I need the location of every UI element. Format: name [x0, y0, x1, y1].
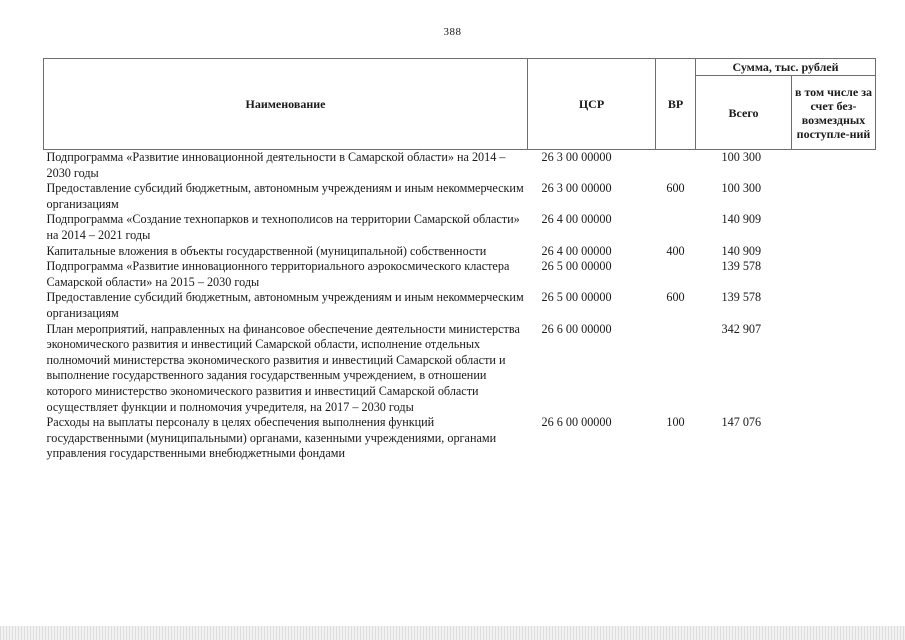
- row-including: [792, 244, 876, 260]
- table-row: [44, 415, 876, 462]
- row-vr: 600: [666, 290, 685, 305]
- table-row: [44, 322, 876, 416]
- row-including: [792, 290, 876, 321]
- row-vr: 600: [666, 181, 685, 196]
- row-including: [792, 415, 876, 462]
- page-number: 388: [443, 26, 462, 38]
- row-csr: 26 4 00 00000: [541, 243, 612, 258]
- row-total: 140 909: [721, 243, 762, 258]
- row-name: Подпрограмма «Развитие инновационной деятельности в Самарской области» на 2014 – 2030 годы: [46, 150, 506, 180]
- row-including: [792, 181, 876, 212]
- row-csr: 26 5 00 00000: [541, 259, 612, 274]
- row-name: Предоставление субсидий бюджетным, автономным учреждениям и иным некоммерческим организациям: [46, 181, 524, 211]
- table-row: [44, 244, 876, 260]
- row-including: [792, 150, 876, 182]
- row-vr: [656, 212, 696, 243]
- row-csr: 26 3 00 00000: [541, 150, 612, 164]
- row-total: 100 300: [721, 181, 762, 196]
- row-including: [792, 212, 876, 243]
- row-total: 147 076: [721, 415, 762, 430]
- header-total: Всего: [696, 76, 792, 150]
- row-vr: 400: [666, 243, 685, 258]
- row-csr: 26 5 00 00000: [541, 290, 612, 305]
- row-csr: 26 6 00 00000: [541, 321, 612, 336]
- row-including: [792, 322, 876, 416]
- header-sum-group: Сумма, тыс. рублей: [696, 59, 876, 76]
- row-including: [792, 259, 876, 290]
- row-vr: [656, 150, 696, 182]
- header-including: в том числе за счет без-возмездных поступле-ний: [792, 76, 876, 150]
- table-row: [44, 181, 876, 212]
- header-csr: ЦСР: [528, 59, 656, 150]
- row-name: Капитальные вложения в объекты государственной (муниципальной) собственности: [46, 243, 487, 258]
- budget-table: [43, 58, 876, 462]
- row-vr: [656, 322, 696, 416]
- row-total: 140 909: [721, 212, 762, 227]
- header-name: Наименование: [44, 59, 528, 150]
- row-name: План мероприятий, направленных на финансовое обеспечение деятельности министерства экономического развития и инвестиций Самарской области, исполнение отдельных полномочий министерства экономического развития и инвестиций Самарской области и выполнение государственного задания государственным учреждением, в отношении которого министерство экономического развития и инвестиций Самарской области осуществляет функции и полномочия учредителя, на 2017 – 2030 годы: [46, 321, 520, 414]
- table-row: [44, 259, 876, 290]
- row-total: 100 300: [721, 150, 762, 164]
- header-vr: ВР: [656, 59, 696, 150]
- row-name: Предоставление субсидий бюджетным, автономным учреждениям и иным некоммерческим организациям: [46, 290, 524, 320]
- row-total: 342 907: [721, 321, 762, 336]
- table-row: [44, 212, 876, 243]
- row-name: Подпрограмма «Создание технопарков и технополисов на территории Самарской области» на 2014 – 2021 годы: [46, 212, 520, 242]
- scan-edge: [0, 626, 905, 640]
- row-vr: [656, 259, 696, 290]
- row-name: Подпрограмма «Развитие инновационного территориального аэрокосмического кластера Самарской области» на 2015 – 2030 годы: [46, 259, 510, 289]
- row-name: Расходы на выплаты персоналу в целях обеспечения выполнения функций государственными (муниципальными) органами, казенными учреждениями, органами управления государственными внебюджетными фондами: [46, 415, 497, 461]
- row-total: 139 578: [721, 259, 762, 274]
- row-csr: 26 6 00 00000: [541, 415, 612, 430]
- table-header: [44, 59, 876, 150]
- row-csr: 26 4 00 00000: [541, 212, 612, 227]
- row-csr: 26 3 00 00000: [541, 181, 612, 196]
- row-vr: 100: [666, 415, 685, 430]
- table-row: [44, 150, 876, 182]
- row-total: 139 578: [721, 290, 762, 305]
- table-body: [44, 150, 876, 462]
- table-row: [44, 290, 876, 321]
